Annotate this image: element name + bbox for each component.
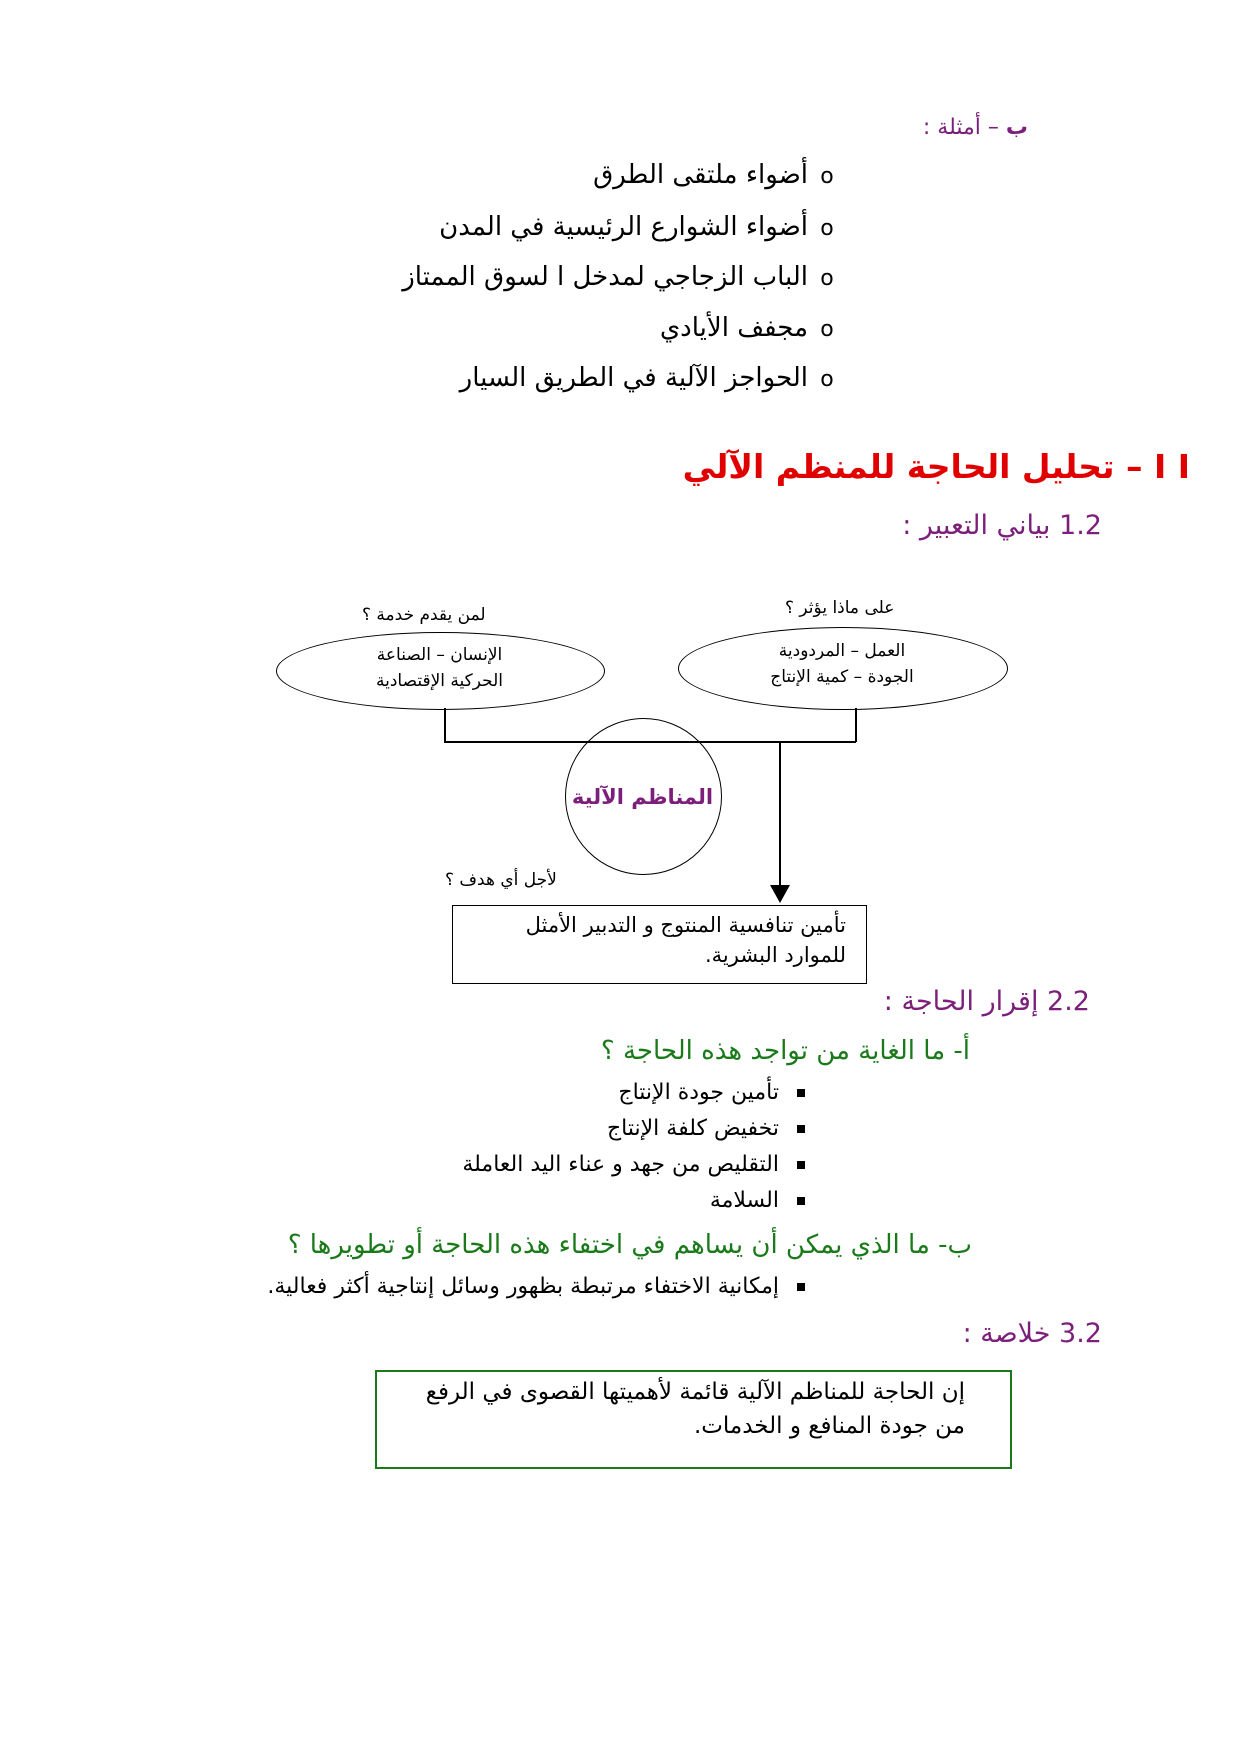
list-item [593, 160, 840, 190]
diagram-left-line: الحركية الإقتصادية [375, 671, 503, 691]
need-item-text: تأمين جودة الإنتاج [618, 1080, 779, 1105]
subsection-title: 3.2 خلاصة : [962, 1318, 1102, 1349]
need-item [607, 1116, 805, 1141]
list-item-text: مجفف الأيادي [659, 313, 808, 343]
examples-title-text: – أمثلة : [922, 115, 999, 140]
goal-line: تأمين تنافسية المنتوج و التدبير الأمثل [525, 913, 846, 937]
list-item [460, 363, 840, 393]
examples-title [923, 115, 1028, 140]
connector-line [779, 741, 781, 891]
question-a: أ- ما الغاية من تواجد هذه الحاجة ؟ [600, 1036, 970, 1066]
list-bullet: o [820, 317, 834, 342]
goal-line: للموارد البشرية. [704, 943, 846, 967]
need-item-text: التقليص من جهد و عناء اليد العاملة [462, 1152, 779, 1177]
list-bullet: o [820, 216, 834, 241]
connector-line [855, 708, 857, 742]
need-item [618, 1080, 805, 1105]
need-item [462, 1152, 805, 1177]
conclusion-text [426, 1375, 965, 1443]
diagram-right-line: الجودة – كمية الإنتاج [770, 667, 914, 687]
diagram-left-question: لمن يقدم خدمة ؟ [362, 605, 486, 625]
question-b: ب- ما الذي يمكن أن يساهم في اختفاء هذه الحاجة أو تطويرها ؟ [287, 1230, 972, 1260]
list-item [660, 313, 840, 343]
section-heading: I I – تحليل الحاجة للمنظم الآلي [682, 447, 1190, 486]
need-item-text: تخفيض كلفة الإنتاج [606, 1116, 779, 1141]
list-item-text: أضواء الشوارع الرئيسية في المدن [439, 212, 808, 242]
square-bullet-icon [797, 1125, 805, 1133]
diagram-right-text [678, 638, 1006, 690]
square-bullet-icon [797, 1089, 805, 1097]
goal-question: لأجل أي هدف ؟ [445, 870, 557, 890]
center-label: المناظم الآلية [571, 785, 714, 809]
list-bullet: o [820, 164, 834, 189]
examples-title-letter: ب [1005, 115, 1028, 140]
list-item-text: أضواء ملتقى الطرق [593, 160, 808, 190]
diagram-left-line: الإنسان – الصناعة [376, 645, 503, 665]
list-bullet: o [820, 266, 834, 291]
need-item [710, 1188, 805, 1213]
square-bullet-icon [797, 1197, 805, 1205]
list-item-text: الباب الزجاجي لمدخل ا لسوق الممتاز [402, 262, 808, 292]
diagram-left-text [276, 642, 603, 694]
list-bullet: o [820, 367, 834, 392]
need-item-text: السلامة [709, 1188, 779, 1213]
diagram-right-question: على ماذا يؤثر ؟ [785, 598, 895, 618]
need-item-text: إمكانية الاختفاء مرتبطة بظهور وسائل إنتاجية أكثر فعالية. [267, 1274, 779, 1299]
list-item [439, 212, 840, 242]
list-item-text: الحواجز الآلية في الطريق السيار [459, 363, 808, 393]
diagram-right-line: العمل – المردودية [778, 641, 906, 661]
square-bullet-icon [797, 1283, 805, 1291]
goal-text [526, 910, 846, 970]
list-item [402, 262, 840, 292]
conclusion-line: من جودة المنافع و الخدمات. [693, 1413, 965, 1439]
subsection-title: 1.2 بياني التعبير : [902, 510, 1102, 541]
need-item [267, 1274, 805, 1299]
connector-line [444, 708, 446, 742]
arrow-down-icon [770, 885, 790, 905]
conclusion-line: إن الحاجة للمناظم الآلية قائمة لأهميتها القصوى في الرفع [425, 1379, 965, 1405]
square-bullet-icon [797, 1161, 805, 1169]
subsection-title: 2.2 إقرار الحاجة : [883, 986, 1090, 1017]
